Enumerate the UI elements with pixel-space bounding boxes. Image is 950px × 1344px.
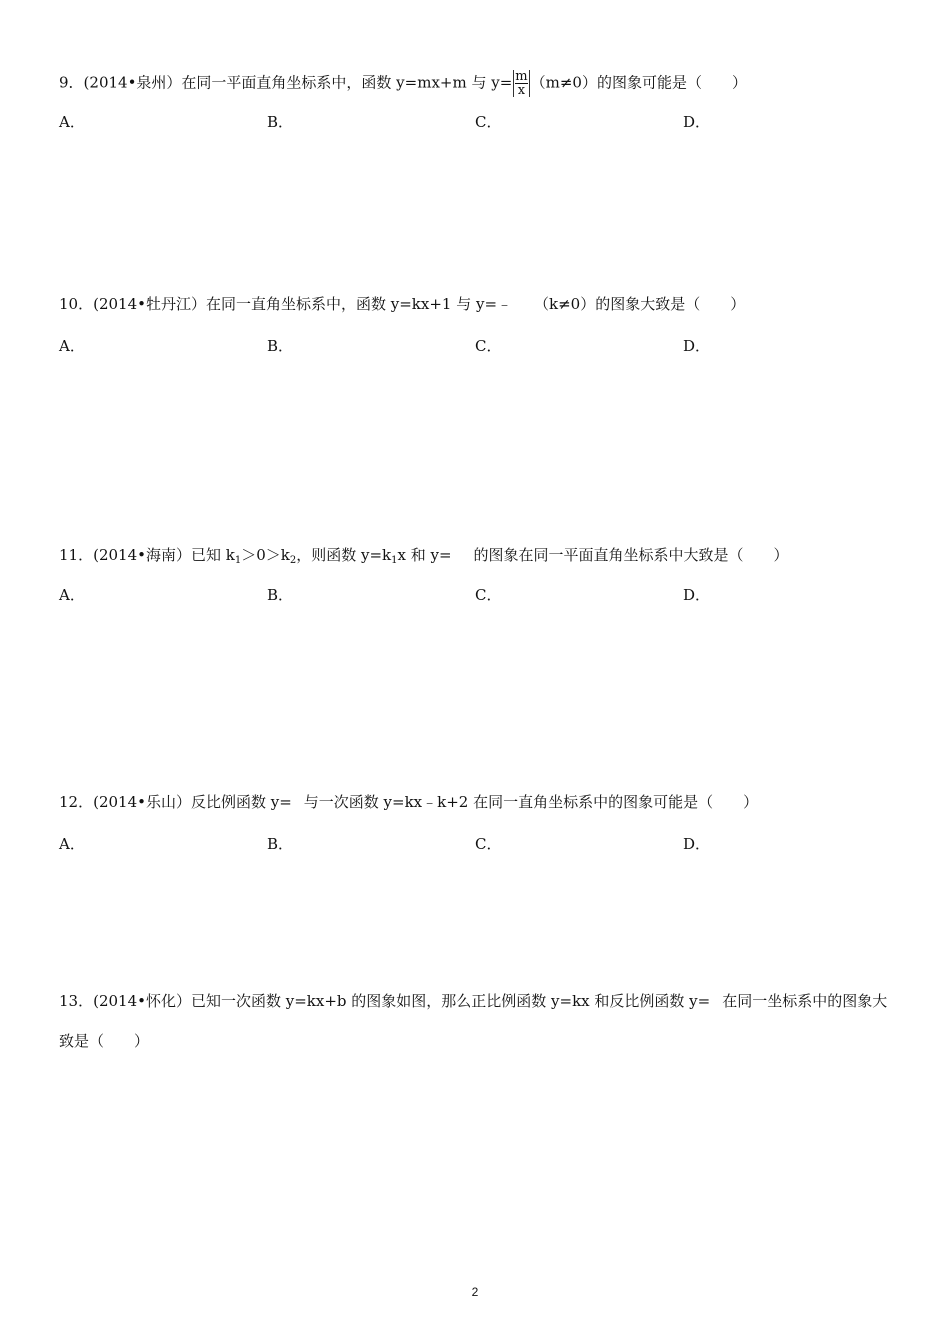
option-d[interactable]: D．	[683, 835, 711, 853]
question-10-text: 10．(2014•牡丹江）在同一直角坐标系中，函数 y=kx+1 与 y=﹣	[59, 295, 513, 313]
question-9	[59, 70, 747, 97]
subscript: 1	[234, 555, 242, 566]
option-a[interactable]: A．	[59, 113, 85, 131]
options-9	[59, 111, 839, 131]
option-b[interactable]: B．	[267, 113, 294, 131]
question-13-tail: 在同一坐标系中的图象大致是（ ）	[59, 992, 888, 1050]
question-10	[59, 294, 745, 314]
question-13-text: 13．(2014•怀化）已知一次函数 y=kx+b 的图象如图，那么正比例函数 y=kx 和反比例函数 y=	[59, 992, 711, 1010]
option-c[interactable]: C．	[475, 586, 502, 604]
question-13	[59, 981, 899, 1061]
option-b[interactable]: B．	[267, 586, 294, 604]
question-11-tail: 的图象在同一平面直角坐标系中大致是（ ）	[473, 546, 789, 564]
page-number: 2	[471, 1285, 479, 1299]
option-b[interactable]: B．	[267, 337, 294, 355]
option-b[interactable]: B．	[267, 835, 294, 853]
options-11	[59, 584, 839, 604]
fraction-m-over-x: $\frac{m}{x}$	[515, 69, 528, 98]
subscript: 2	[289, 555, 297, 566]
option-a[interactable]: A．	[59, 337, 85, 355]
question-12-tail: 与一次函数 y=kx﹣k+2 在同一直角坐标系中的图象可能是（ ）	[303, 793, 759, 811]
option-d[interactable]: D．	[683, 113, 711, 131]
option-c[interactable]: C．	[475, 113, 502, 131]
question-11-text-2: ＞0＞k	[241, 546, 290, 564]
question-12	[59, 792, 758, 812]
question-11-text: 11．(2014•海南）已知 k	[59, 546, 235, 564]
question-9-tail: （m≠0）的图象可能是（ ）	[530, 73, 747, 92]
options-12	[59, 833, 839, 853]
option-a[interactable]: A．	[59, 586, 85, 604]
question-10-tail: （k≠0）的图象大致是（ ）	[534, 295, 746, 313]
question-12-text: 12．(2014•乐山）反比例函数 y=	[59, 793, 292, 811]
question-11-text-3: ，则函数 y=k	[296, 546, 392, 564]
question-11-text-4: x 和 y=	[397, 546, 452, 564]
option-c[interactable]: C．	[475, 835, 502, 853]
option-d[interactable]: D．	[683, 586, 711, 604]
question-9-text: 9．(2014•泉州）在同一平面直角坐标系中，函数 y=mx+m 与 y=	[59, 73, 513, 92]
option-a[interactable]: A．	[59, 835, 85, 853]
options-10	[59, 335, 839, 355]
option-c[interactable]: C．	[475, 337, 502, 355]
option-d[interactable]: D．	[683, 337, 711, 355]
question-11	[59, 545, 789, 571]
subscript: 1	[391, 555, 398, 566]
